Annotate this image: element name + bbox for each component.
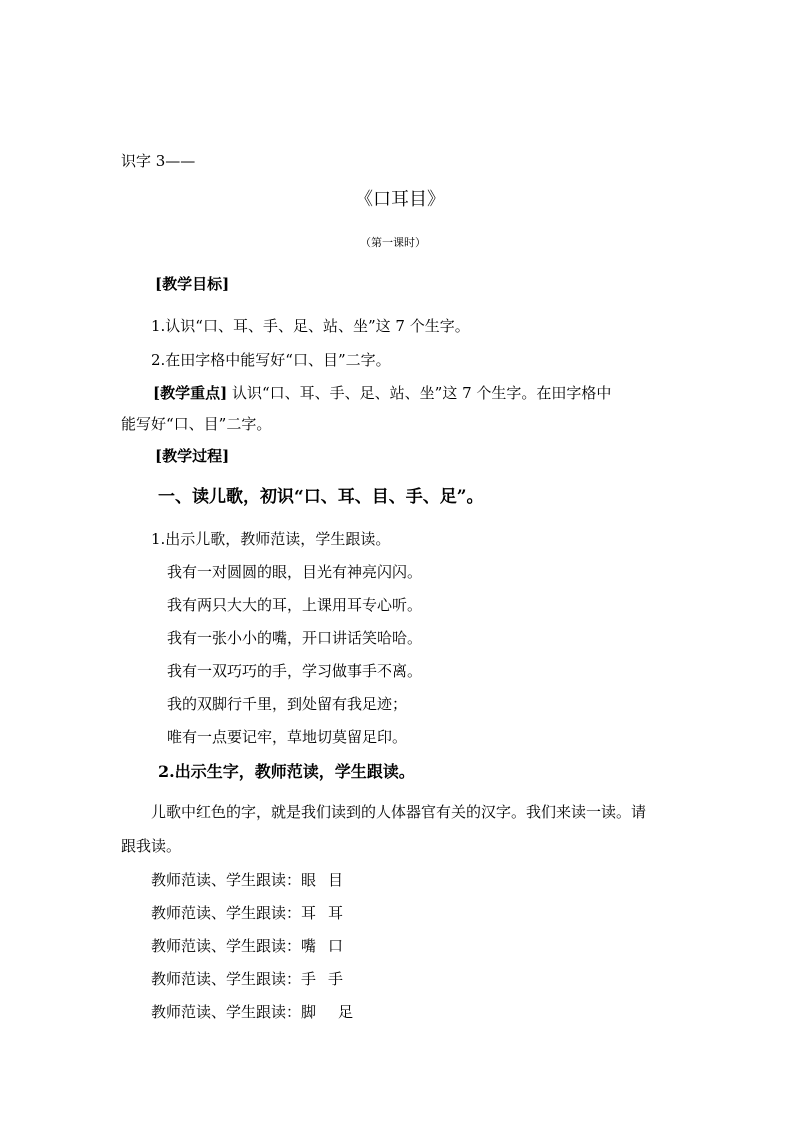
poem-line: 我有两只大大的耳，上课用耳专心听。 <box>167 596 423 614</box>
reading-char: 嘴 <box>301 937 317 955</box>
goal-item: 2.在田字格中能写好“口、目”二字。 <box>151 351 391 369</box>
poem-line: 我有一张小小的嘴，开口讲话笑哈哈。 <box>167 629 423 647</box>
reading-row <box>151 1002 353 1022</box>
poem-line: 我有一双巧巧的手，学习做事手不离。 <box>167 662 423 680</box>
key-points <box>153 383 611 403</box>
reading-prefix: 教师范读、学生跟读： <box>151 904 302 922</box>
section-heading: 一、读儿歌，初识“口、耳、目、手、足”。 <box>158 487 484 507</box>
reading-prefix: 教师范读、学生跟读： <box>151 970 302 988</box>
key-points-label: [教学重点] <box>153 384 228 402</box>
reading-prefix: 教师范读、学生跟读： <box>151 937 302 955</box>
lesson-subtitle: （第一课时） <box>360 236 426 249</box>
process-heading: [教学过程] <box>155 447 230 465</box>
reading-char: 耳 <box>328 904 344 922</box>
poem-line: 我有一对圆圆的眼，目光有神亮闪闪。 <box>167 563 423 581</box>
reading-row <box>151 870 343 890</box>
reading-prefix: 教师范读、学生跟读： <box>151 1003 302 1021</box>
reading-char: 手 <box>301 970 317 988</box>
reading-row <box>151 903 343 923</box>
reading-prefix: 教师范读、学生跟读： <box>151 871 302 889</box>
goals-heading: [教学目标] <box>155 275 230 293</box>
paragraph: 儿歌中红色的字，就是我们读到的人体器官有关的汉字。我们来读一读。请 <box>151 803 647 821</box>
lesson-header: 识字 3—— <box>121 152 196 170</box>
goal-item: 1.认识“口、耳、手、足、站、坐”这 7 个生字。 <box>151 317 470 335</box>
step-heading: 2.出示生字，教师范读，学生跟读。 <box>158 762 415 781</box>
reading-char: 耳 <box>301 904 317 922</box>
paragraph-continued: 跟我读。 <box>121 837 182 855</box>
reading-char: 目 <box>328 871 344 889</box>
reading-char: 眼 <box>301 871 317 889</box>
lesson-title: 《口耳目》 <box>355 189 445 210</box>
reading-char: 脚 <box>301 1003 317 1021</box>
reading-row <box>151 969 343 989</box>
poem-line: 唯有一点要记牢，草地切莫留足印。 <box>167 728 408 746</box>
step-item: 1.出示儿歌，教师范读，学生跟读。 <box>151 530 391 548</box>
poem-line: 我的双脚行千里，到处留有我足迹； <box>167 695 408 713</box>
key-points-text: 认识“口、耳、手、足、站、坐”这 7 个生字。在田字格中 <box>231 384 612 402</box>
reading-row <box>151 936 343 956</box>
reading-char: 足 <box>338 1003 354 1021</box>
reading-char: 手 <box>328 970 344 988</box>
key-points-continued: 能写好“口、目”二字。 <box>121 415 272 433</box>
reading-char: 口 <box>328 937 344 955</box>
